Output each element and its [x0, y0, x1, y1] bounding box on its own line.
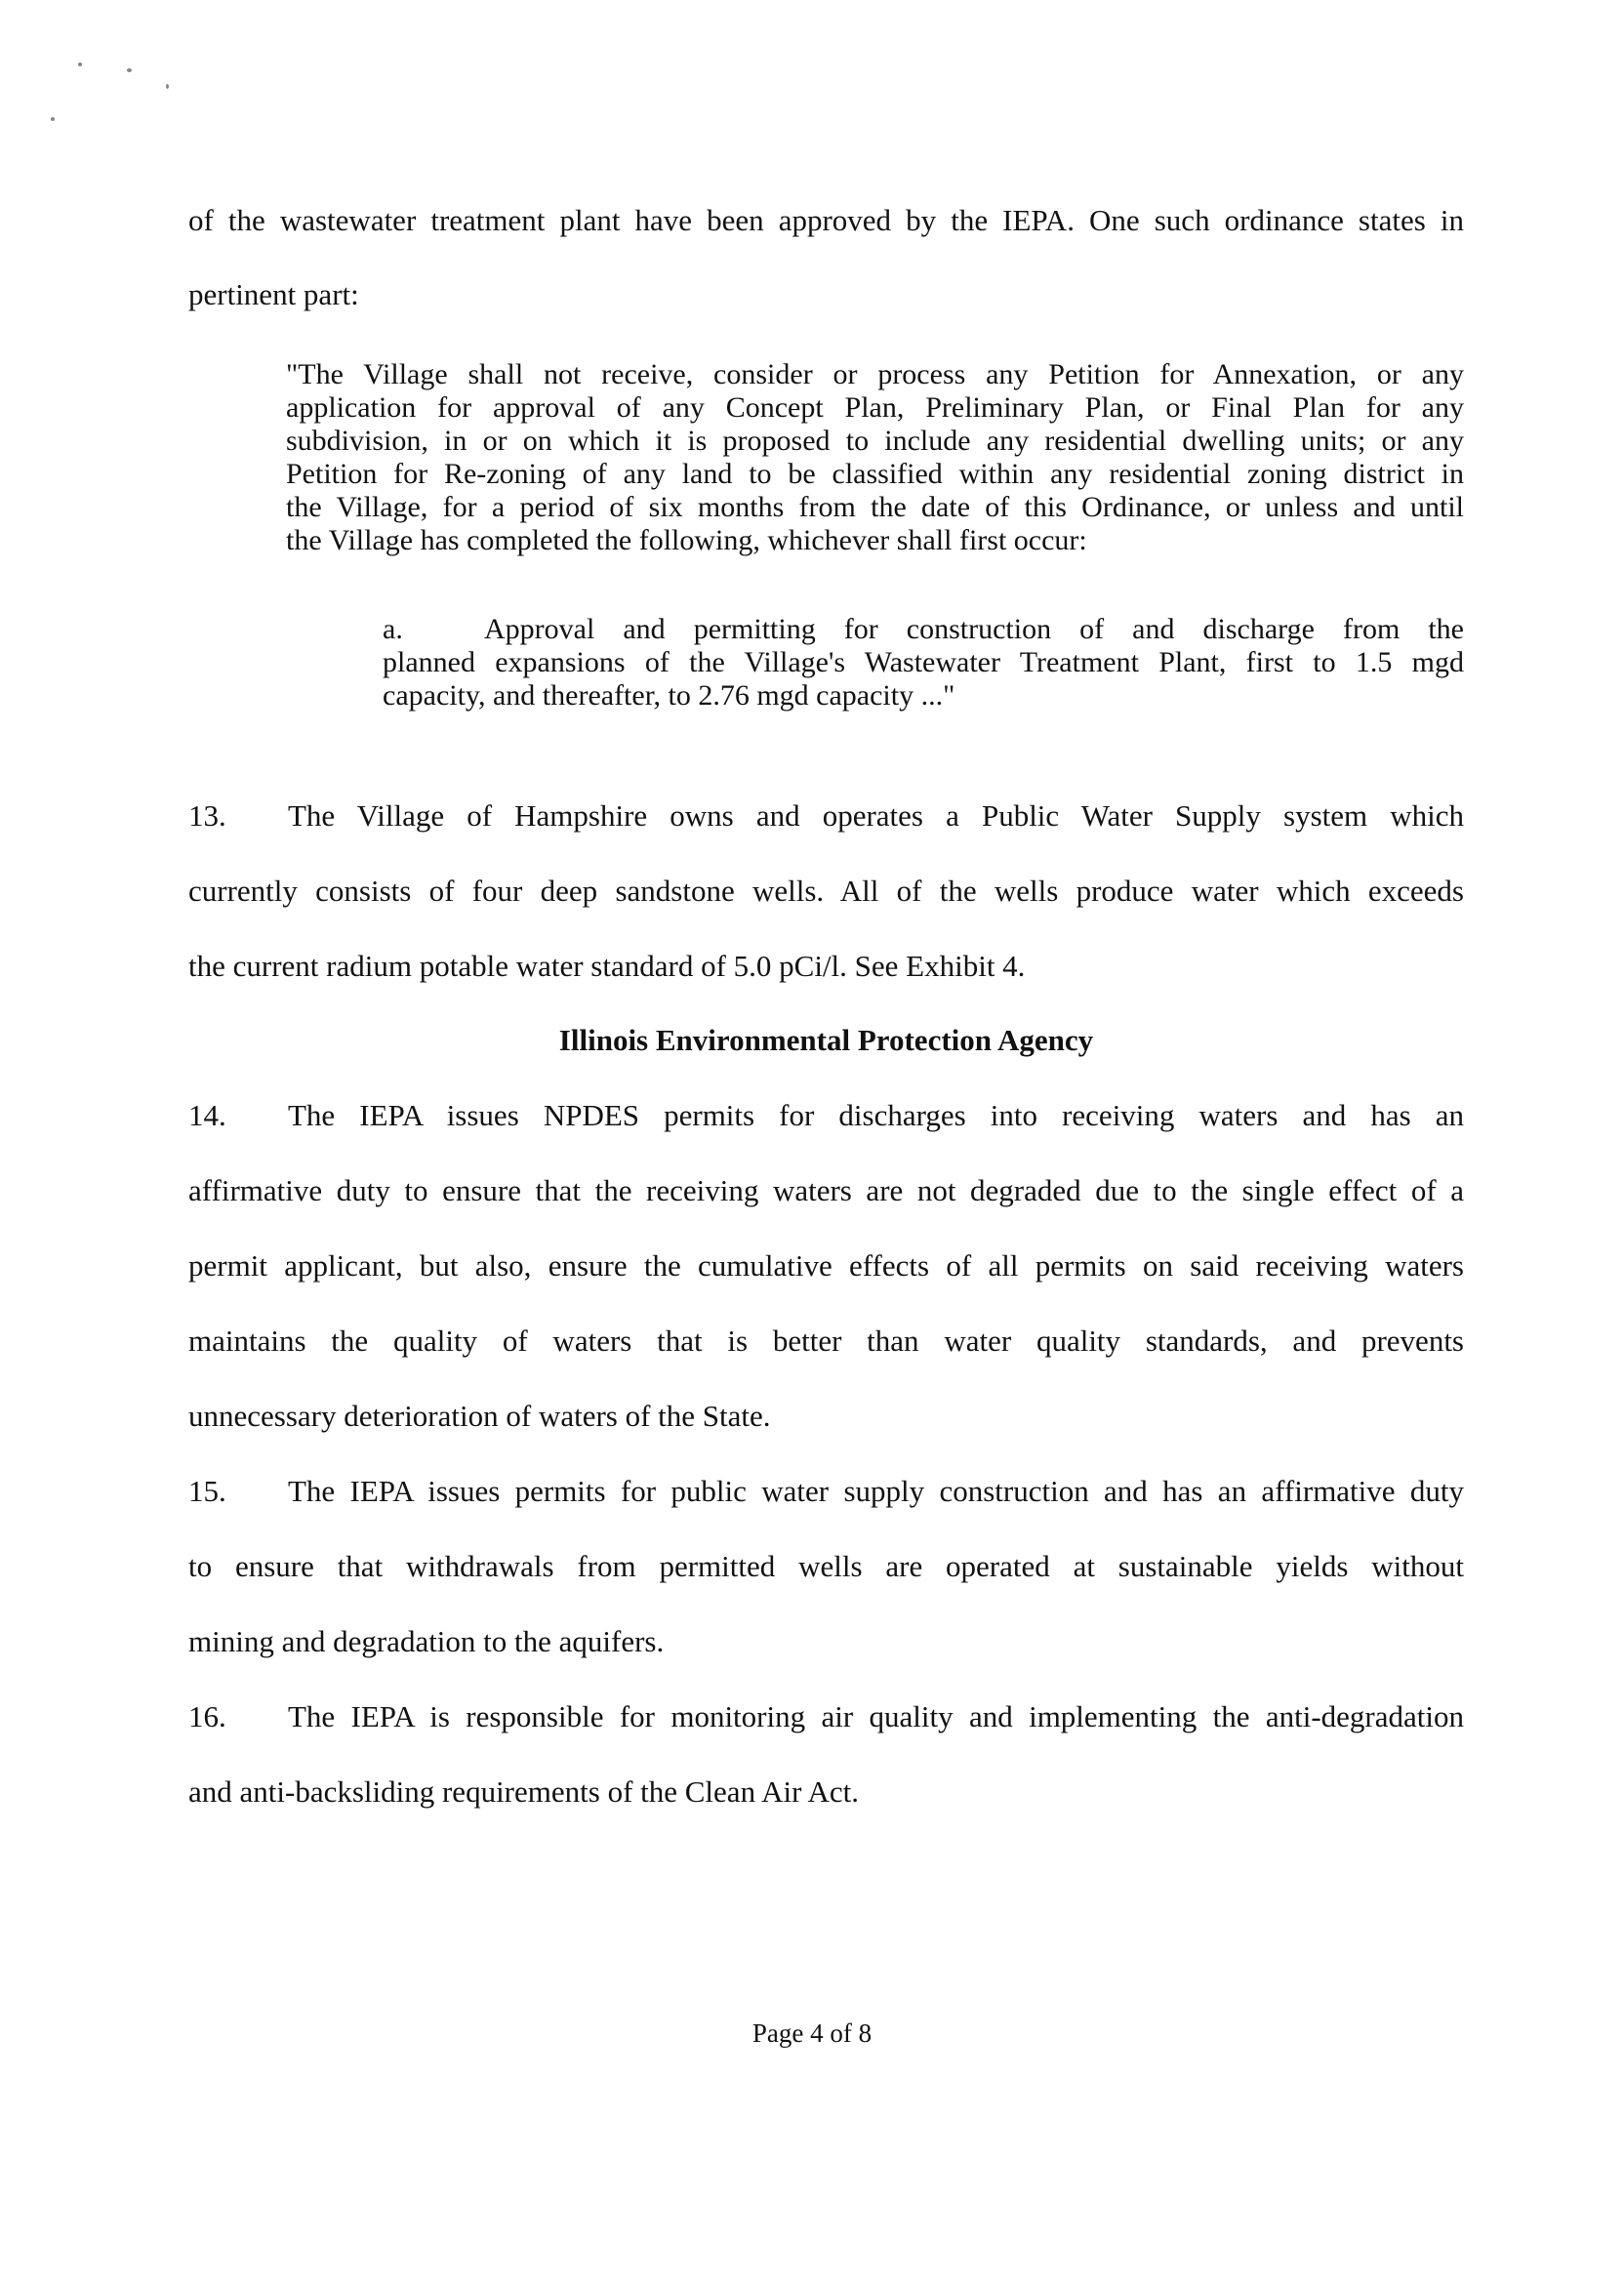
- section-heading: Illinois Environmental Protection Agency: [558, 1023, 1094, 1057]
- page-number-footer: Page 4 of 8: [751, 2018, 873, 2048]
- intro-line-2: pertinent part:: [188, 277, 359, 311]
- paragraph-number: 13.: [188, 798, 226, 833]
- paragraph-line: permit applicant, but also, ensure the cumulative effects of all permits on said receiving waters: [188, 1248, 1464, 1283]
- paragraph-line: [188, 798, 1464, 834]
- paragraph-number: 15.: [188, 1474, 226, 1508]
- paragraph-text: The Village of Hampshire owns and operates a Public Water Supply system which: [288, 798, 1464, 833]
- quote-subitem-line: planned expansions of the Village's Wastewater Treatment Plant, first to 1.5 mgd: [383, 646, 1464, 678]
- scan-speck: [51, 117, 55, 121]
- paragraph-line: [188, 1699, 1464, 1734]
- paragraph-line: maintains the quality of waters that is better than water quality standards, and prevents: [188, 1324, 1464, 1358]
- paragraph-line: the current radium potable water standard of 5.0 pCi/l. See Exhibit 4.: [188, 949, 1026, 983]
- quote-line: Petition for Re-zoning of any land to be classified within any residential zoning district in: [286, 458, 1464, 490]
- intro-line-1: of the wastewater treatment plant have been approved by the IEPA. One such ordinance states in: [188, 203, 1464, 237]
- paragraph-line: mining and degradation to the aquifers.: [188, 1624, 665, 1658]
- paragraph-number: 14.: [188, 1098, 226, 1132]
- scan-speck: [127, 68, 132, 72]
- quote-line: application for approval of any Concept Plan, Preliminary Plan, or Final Plan for any: [286, 391, 1464, 424]
- paragraph-line: affirmative duty to ensure that the receiving waters are not degraded due to the single effect of a: [188, 1173, 1464, 1207]
- paragraph-text: The IEPA issues permits for public water supply construction and has an affirmative duty: [288, 1474, 1464, 1508]
- quote-line: the Village, for a period of six months from the date of this Ordinance, or unless and until: [286, 491, 1464, 523]
- paragraph-line: currently consists of four deep sandstone wells. All of the wells produce water which exceeds: [188, 874, 1464, 908]
- subitem-marker: a.: [383, 613, 403, 645]
- quote-line: the Village has completed the following, whichever shall first occur:: [286, 524, 1087, 556]
- paragraph-number: 16.: [188, 1699, 226, 1733]
- paragraph-line: to ensure that withdrawals from permitted wells are operated at sustainable yields without: [188, 1549, 1464, 1583]
- quote-line: subdivision, in or on which it is proposed to include any residential dwelling units; or any: [286, 425, 1464, 457]
- paragraph-line: [188, 1474, 1464, 1509]
- quote-subitem-line: [383, 613, 1464, 646]
- scan-speck: [166, 84, 169, 89]
- paragraph-text: The IEPA issues NPDES permits for discharges into receiving waters and has an: [288, 1098, 1464, 1132]
- paragraph-line: [188, 1098, 1464, 1133]
- paragraph-line: and anti-backsliding requirements of the Clean Air Act.: [188, 1774, 859, 1809]
- quote-subitem-line: capacity, and thereafter, to 2.76 mgd capacity ...": [383, 679, 955, 712]
- scan-speck: [78, 62, 82, 66]
- quote-line: "The Village shall not receive, consider or process any Petition for Annexation, or any: [286, 358, 1464, 390]
- subitem-text: Approval and permitting for construction of and discharge from the: [484, 613, 1464, 645]
- paragraph-text: The IEPA is responsible for monitoring air quality and implementing the anti-degradation: [288, 1699, 1464, 1733]
- paragraph-line: unnecessary deterioration of waters of the State.: [188, 1399, 771, 1433]
